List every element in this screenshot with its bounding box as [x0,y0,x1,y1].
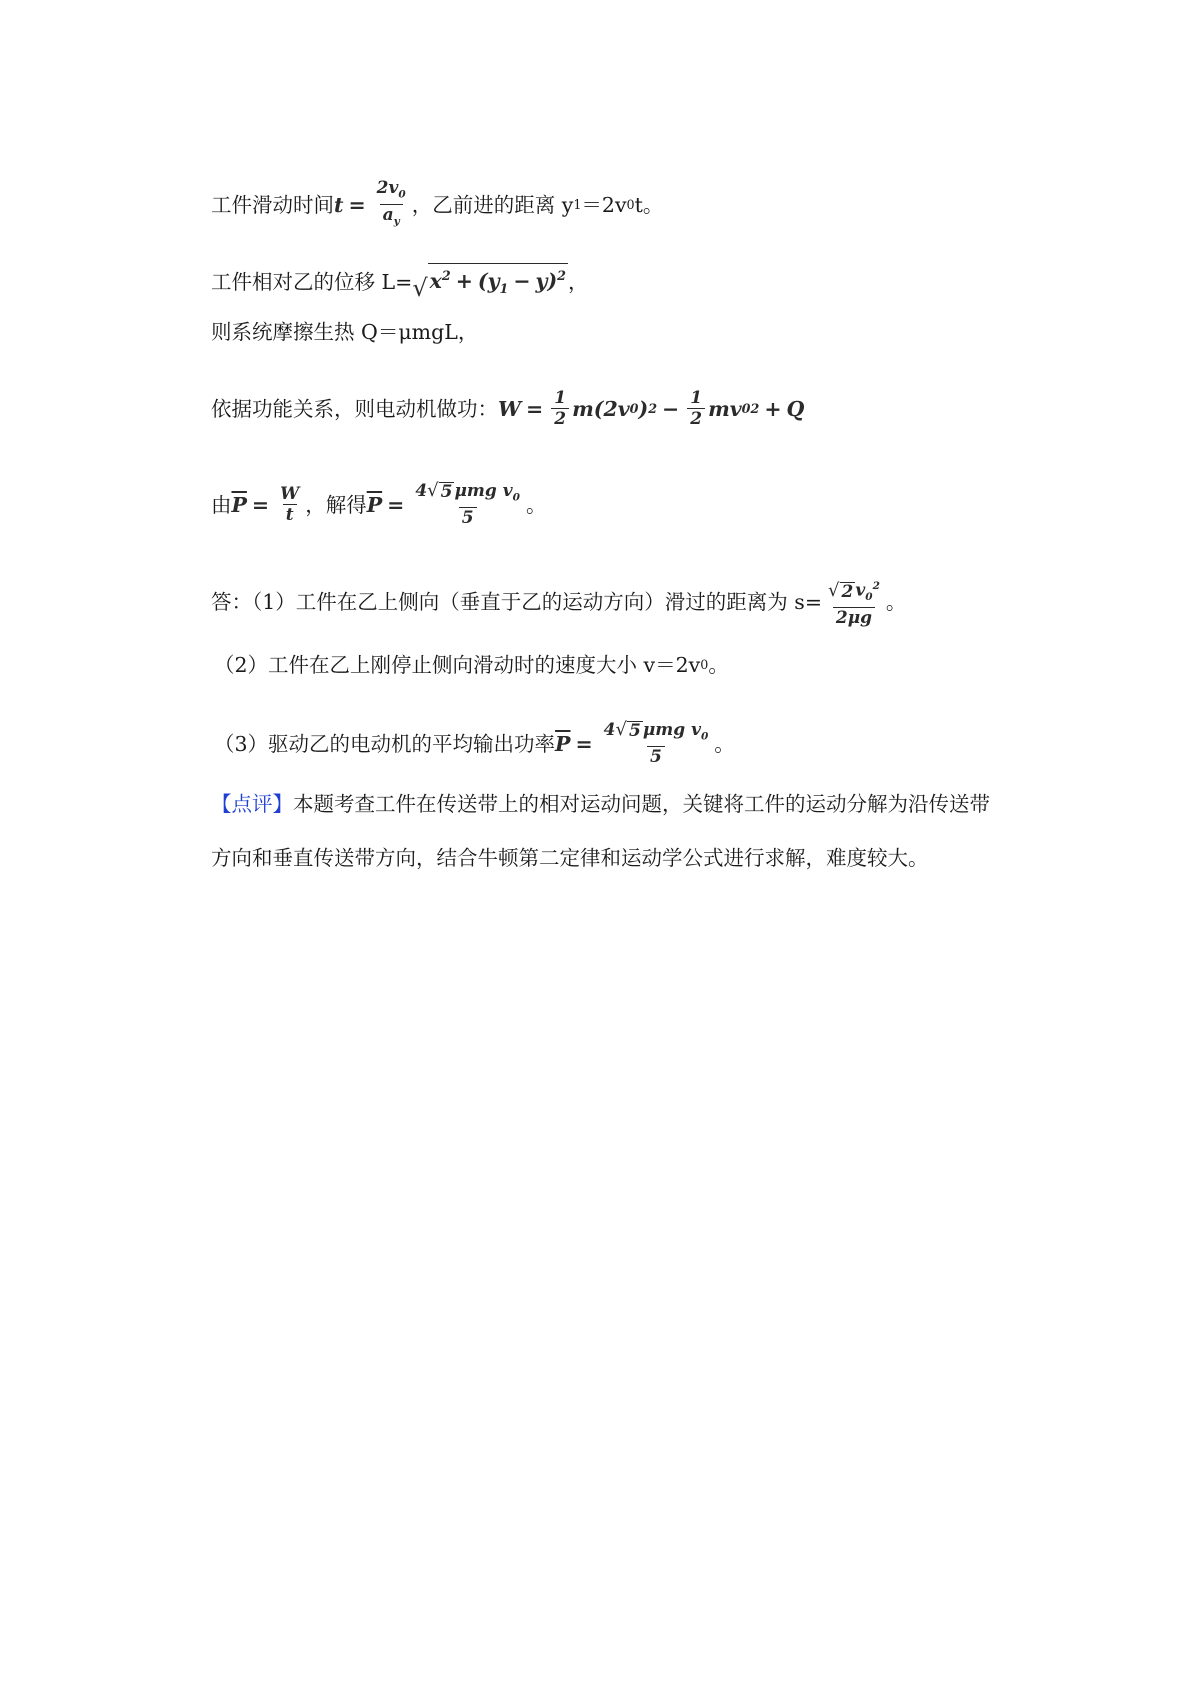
formula-work: W = $\frac{1}{2}$ m(2v 0 ) 2 − $\frac{1}{2}$ mv 0 2 + Q [498,388,805,429]
text-segment: 方向和垂直传送带方向，结合牛顿第二定律和运动学公式进行求解，难度较大。 [211,846,929,870]
formula-distance: √ 2 $v_0^2$ 2μg [828,579,880,629]
formula-power-result: $\overline{P}$ = 4 √ 5 μmg $v_0$ 5 [366,480,520,529]
line-average-power: 由 $\overline{P}$ = $\frac{W}{t}$ ，解得 $\overline{P}$ = 4 √ 5 μmg $v_0$ 5 。 [211,480,547,529]
text-segment: 工件滑动时间 [211,192,334,217]
formula-t: t = $\frac{2v_0}{a_y}$ [334,178,412,232]
review-line-2 [211,843,929,873]
line-friction-heat [211,317,478,347]
formula-power-answer: $\overline{P}$ = 4 √ 5 μmg $v_0$ 5 [555,719,709,768]
text-segment: 本题考查工件在传送带上的相对运动问题，关键将工件的运动分解为沿传送带 [293,792,990,816]
text-segment: 工件相对乙的位移 L= [211,269,413,294]
formula-power-def: $\overline{P}$ = $\frac{W}{t}$ [231,484,300,526]
formula-sqrt: √ $x^2 + (y_1 - y)^2$ [412,263,568,301]
answer-part-2: （2）工件在乙上刚停止侧向滑动时的速度大小 v＝2v 0 。 [214,650,729,680]
review-tag: 【点评】 [211,792,293,816]
answer-part-3: （3）驱动乙的电动机的平均输出功率 $\overline{P}$ = 4 √ 5 μmg $v_0$ 5 。 [214,719,735,768]
line-sliding-time: 工件滑动时间 t = $\frac{2v_0}{a_y}$ ，乙前进的距离 y 1 ＝2v 0 t。 [211,178,663,232]
text-segment: 则系统摩擦生热 Q＝μmgL， [211,320,479,344]
text-segment: （2）工件在乙上刚停止侧向滑动时的速度大小 v＝2v [214,653,701,677]
text-segment: ，解得 [305,492,367,517]
answer-part-1: 答：（1）工件在乙上侧向（垂直于乙的运动方向）滑过的距离为 s= √ 2 $v_0^2$ 2μg 。 [211,576,906,628]
text-segment: 答：（1）工件在乙上侧向（垂直于乙的运动方向）滑过的距离为 s= [211,590,823,615]
text-segment: （3）驱动乙的电动机的平均输出功率 [214,731,556,756]
line-motor-work [211,388,804,429]
text-segment: ，乙前进的距离 y [411,192,574,217]
line-relative-displacement: 工件相对乙的位移 L= √ $x^2 + (y_1 - y)^2$ ， [211,263,589,301]
fraction: $\frac{2v_0}{a_y}$ [374,178,409,232]
review-line-1 [211,789,990,819]
text-segment: 由 [211,492,232,517]
text-segment: 依据功能关系，则电动机做功： [211,396,498,421]
